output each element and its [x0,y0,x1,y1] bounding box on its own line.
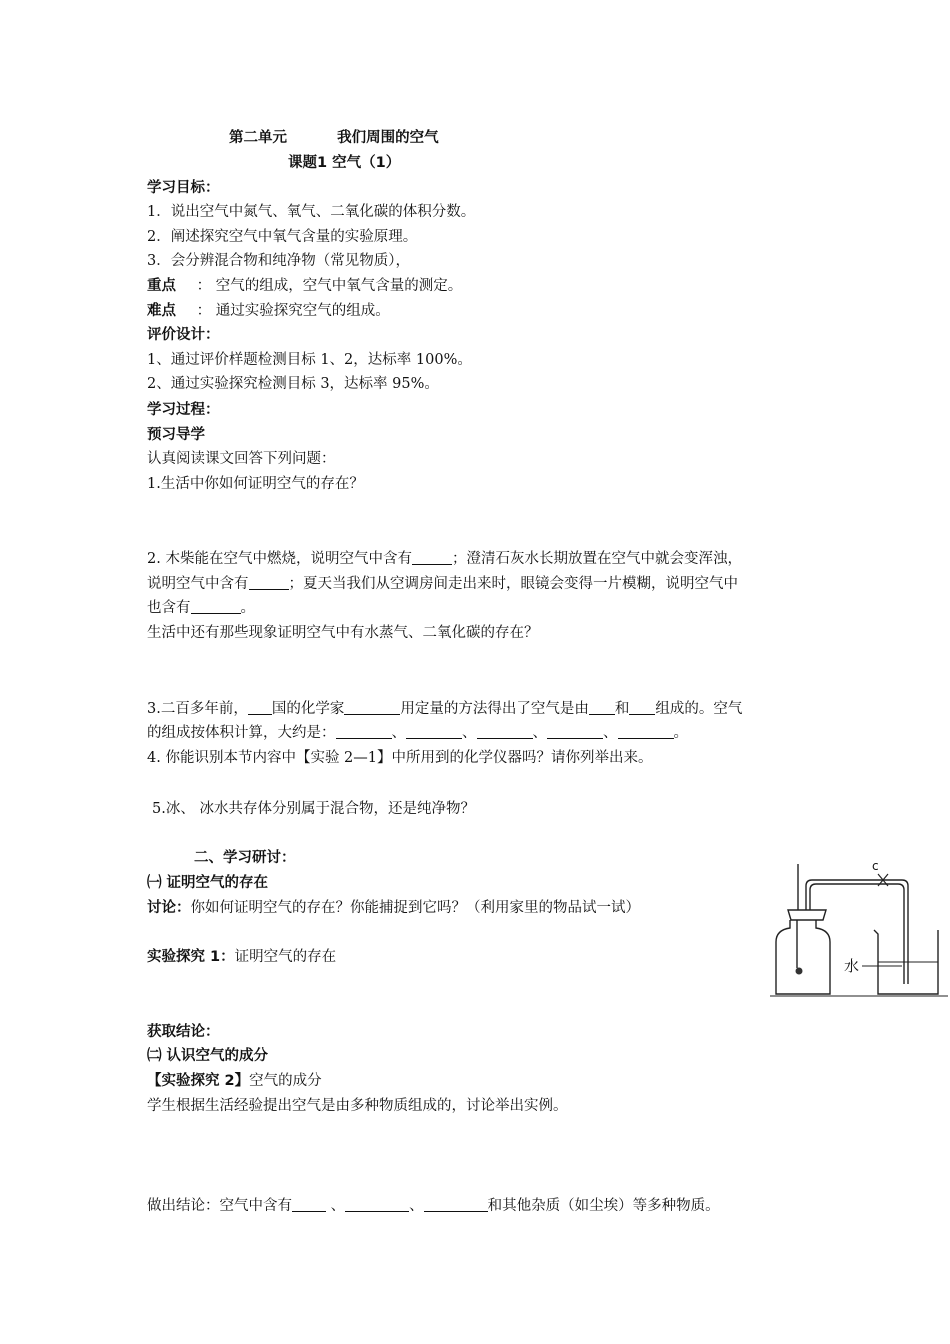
clamp-label: c [872,859,879,873]
answer-blank[interactable] [547,724,603,739]
difficult-point [147,301,390,321]
experiment-2-label: 【实验探究 2】 [147,1073,250,1089]
unit-number: 第二单元 [229,130,287,146]
key-point [147,276,462,296]
goals-heading: 学习目标： [147,180,220,196]
answer-blank[interactable] [629,700,655,715]
goal-item: 1．说出空气中氮气、氧气、二氧化碳的体积分数。 [147,204,476,220]
answer-blank[interactable] [589,700,615,715]
answer-blank[interactable] [248,700,272,715]
answer-blank[interactable] [345,1197,409,1212]
unit-name: 我们周围的空气 [337,130,439,146]
preview-heading: 预习导学 [147,427,205,443]
conclusion-heading: 获取结论： [147,1024,220,1040]
question-2-extra: 生活中还有那些现象证明空气中有水蒸气、二氧化碳的存在？ [147,625,539,641]
experiment-1-label: 实验探究 1： [147,949,235,965]
stopper [788,910,826,920]
question-5: 5.冰、 冰水共存体分别属于混合物，还是纯净物？ [152,801,475,817]
key-label: 重点 [147,278,176,294]
question-3-line-1: 3.二百多年前， 国的化学家 用定量的方法得出了空气是由 和 组成的。空气 [147,701,743,717]
answer-blank[interactable] [191,599,241,614]
answer-blank[interactable] [344,700,400,715]
preview-intro: 认真阅读课文回答下列问题： [147,451,336,467]
answer-blank[interactable] [618,724,674,739]
question-2-line-2: 说明空气中含有 ；夏天当我们从空调房间走出来时，眼镜会变得一片模糊，说明空气中 [147,576,738,592]
question-2-line-1: 2. 木柴能在空气中燃烧，说明空气中含有 ；澄清石灰水长期放置在空气中就会变浑浊， [147,551,742,567]
answer-blank[interactable] [477,724,533,739]
lesson-title: 课题1 空气（1） [288,155,401,171]
answer-blank[interactable] [424,1197,488,1212]
question-2-line-3: 也含有 。 [147,600,255,616]
section-1-heading: ㈠ 证明空气的存在 [147,875,269,891]
study-heading: 二、学习研讨： [194,850,296,866]
difficult-label: 难点 [147,303,176,319]
unit-title [229,128,439,148]
process-heading: 学习过程： [147,402,220,418]
evaluation-heading: 评价设计： [147,327,220,343]
answer-blank[interactable] [406,724,462,739]
section-2-heading: ㈡ 认识空气的成分 [147,1048,269,1064]
goal-item: 3．会分辨混合物和纯净物（常见物质）， [147,253,410,269]
question-3-line-2: 的组成按体积计算，大约是： 、 、 、 、 。 [147,725,688,741]
final-conclusion: 做出结论：空气中含有 、 、 和其他杂质（如尘埃）等多种物质。 [147,1198,720,1214]
discussion-label: 讨论： [147,900,191,916]
answer-blank[interactable] [336,724,392,739]
sample-dot [796,968,803,975]
experiment-1-text: 证明空气的存在 [234,949,337,965]
gas-bottle [776,920,830,994]
answer-blank[interactable] [249,575,289,590]
answer-blank[interactable] [412,550,452,565]
discussion-text: 你如何证明空气的存在？你能捕捉到它吗？（利用家里的物品试一试） [190,900,640,916]
difficult-text: ： 通过实验探究空气的组成。 [196,303,390,319]
evaluation-item: 1、通过评价样题检测目标 1、2，达标率 100%。 [147,352,472,368]
question-1: 1.生活中你如何证明空气的存在？ [147,476,364,492]
experiment-apparatus-figure [770,858,950,1000]
key-text: ： 空气的组成，空气中氧气含量的测定。 [196,278,463,294]
experiment-2 [147,1071,322,1091]
answer-blank[interactable] [292,1197,326,1212]
experiment-1 [147,947,336,967]
evaluation-item: 2、通过实验探究检测目标 3，达标率 95%。 [147,376,439,392]
experiment-2-text: 空气的成分 [249,1073,322,1089]
experiment-2-description: 学生根据生活经验提出空气是由多种物质组成的，讨论举出实例。 [147,1098,568,1114]
question-4: 4. 你能识别本节内容中【实验 2—1】中所用到的化学仪器吗？请你列举出来。 [147,750,653,766]
water-label: 水 [844,957,860,975]
discussion [147,898,640,918]
goal-item: 2．阐述探究空气中氧气含量的实验原理。 [147,229,418,245]
